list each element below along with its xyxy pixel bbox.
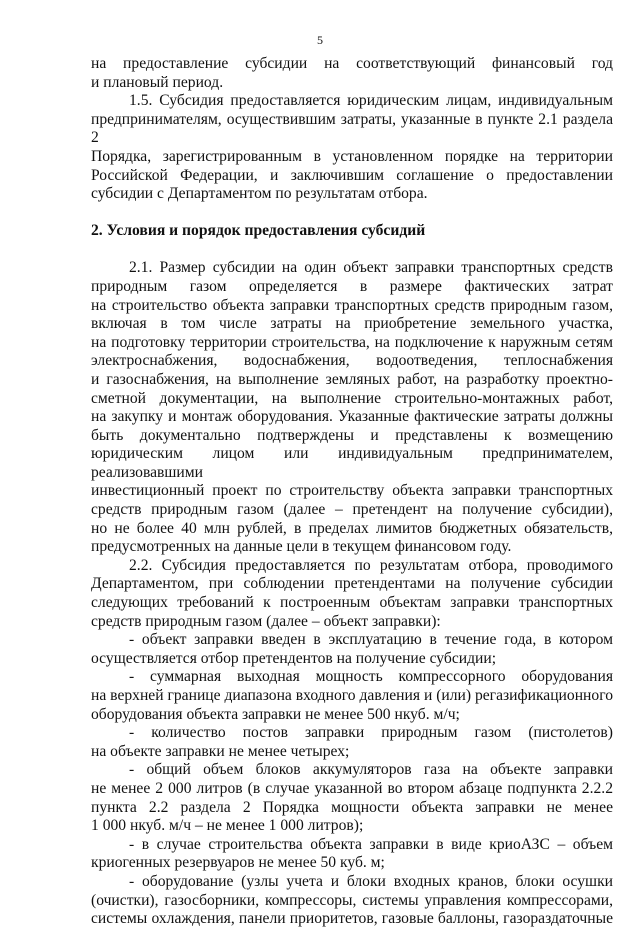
text-line: на закупку и монтаж оборудования. Указанные фактические затраты должны — [91, 408, 613, 426]
text-line: системы охлаждения, панели приоритетов, газовые баллоны, газораздаточные — [91, 910, 613, 928]
text-line: предусмотренных на данные цели в текущем финансовом году. — [91, 538, 512, 556]
text-line: криогенных резервуаров не менее 50 куб. м; — [91, 854, 385, 872]
text-line: средств природным газом (далее – объект заправки): — [91, 612, 441, 630]
text-line: (очистки), газосборники, компрессоры, системы управления компрессорами, — [91, 891, 613, 909]
text-line: сметной документации, на выполнение строительно-монтажных работ, — [91, 389, 613, 407]
text-line: на верхней границе диапазона входного давления и (или) регазификационного — [91, 687, 613, 704]
text-line: 1 000 нкуб. м/ч – не менее 1 000 литров); — [91, 817, 364, 835]
text-line: но не более 40 млн рублей, в пределах лимитов бюджетных обязательств, — [91, 519, 613, 537]
text-line: - общий объем блоков аккумуляторов газа на объекте заправки — [129, 761, 613, 779]
paragraph-1-5 — [91, 92, 613, 204]
text-line: Российской Федерации, и заключившим соглашение о предоставлении — [91, 166, 613, 184]
text-line: - количество постов заправки природным газом (пистолетов) — [129, 724, 613, 742]
text-line: средств природным газом (далее – претендент на получение субсидии), — [91, 501, 613, 519]
intro-paragraph — [91, 55, 613, 92]
text-line: на подготовку территории строительства, на подключение к наружным сетям — [91, 333, 613, 351]
list-item — [91, 836, 613, 873]
list-item — [91, 724, 613, 761]
document-body — [91, 55, 613, 929]
text-line: электроснабжения, водоснабжения, водоотведения, теплоснабжения — [91, 352, 613, 370]
text-line: на строительство объекта заправки транспортных средств природным газом, — [91, 296, 613, 314]
list-item — [91, 873, 613, 929]
text-line: быть документально подтверждены и представлены к возмещению — [91, 426, 613, 444]
text-line: инвестиционный проект по строительству объекта заправки транспортных — [91, 482, 613, 500]
text-line: и газоснабжения, на выполнение земляных работ, на разработку проектно- — [91, 370, 613, 388]
text-line: не менее 2 000 литров (в случае указанной во втором абзаце подпункта 2.2.2 — [91, 779, 613, 797]
paragraph-2-2 — [91, 557, 613, 631]
text-line: предпринимателям, осуществившим затраты, указанные в пункте 2.1 раздела 2 — [91, 110, 613, 147]
text-line: 2.1. Размер субсидии на один объект заправки транспортных средств — [129, 259, 613, 277]
paragraph-2-1 — [91, 259, 613, 557]
text-line: Порядка, зарегистрированным в установленном порядке на территории — [91, 147, 613, 165]
text-line: на объекте заправки не менее четырех; — [91, 742, 350, 760]
list-item — [91, 761, 613, 835]
text-line: и плановый период. — [91, 73, 224, 91]
section-heading: 2. Условия и порядок предоставления субсидий — [91, 221, 426, 239]
list-item — [91, 631, 613, 668]
text-line: Департаментом, при соблюдении претендентами на получение субсидии — [91, 575, 613, 593]
text-line: природным газом определяется в размере фактических затрат — [91, 277, 613, 295]
text-line: осуществляется отбор претендентов на получение субсидии; — [91, 649, 497, 667]
text-line: оборудования объекта заправки не менее 500 нкуб. м/ч; — [91, 705, 460, 723]
text-line: - суммарная выходная мощность компрессорного оборудования — [129, 668, 613, 686]
text-line: включая в том числе затраты на приобретение земельного участка, — [91, 315, 613, 333]
text-line: пункта 2.2 раздела 2 Порядка мощности объекта заправки не менее — [91, 798, 613, 816]
list-item — [91, 668, 613, 724]
text-line: - оборудование (узлы учета и блоки входных кранов, блоки осушки — [129, 872, 613, 890]
text-line: субсидии с Департаментом по результатам отбора. — [91, 185, 428, 203]
text-line: на предоставление субсидии на соответствующий финансовый год — [91, 55, 613, 72]
text-line: юридическим лицом или индивидуальным предпринимателем, реализовавшими — [91, 445, 613, 481]
page-number: 5 — [317, 33, 323, 47]
text-line: следующих требований к построенным объектам заправки транспортных — [91, 594, 613, 612]
text-line: 2.2. Субсидия предоставляется по результатам отбора, проводимого — [129, 556, 613, 574]
text-line: 1.5. Субсидия предоставляется юридическим лицам, индивидуальным — [129, 92, 613, 110]
text-line: - объект заправки введен в эксплуатацию в течение года, в котором — [129, 631, 613, 649]
text-line: - в случае строительства объекта заправки в виде криоАЗС – объем — [129, 835, 613, 853]
